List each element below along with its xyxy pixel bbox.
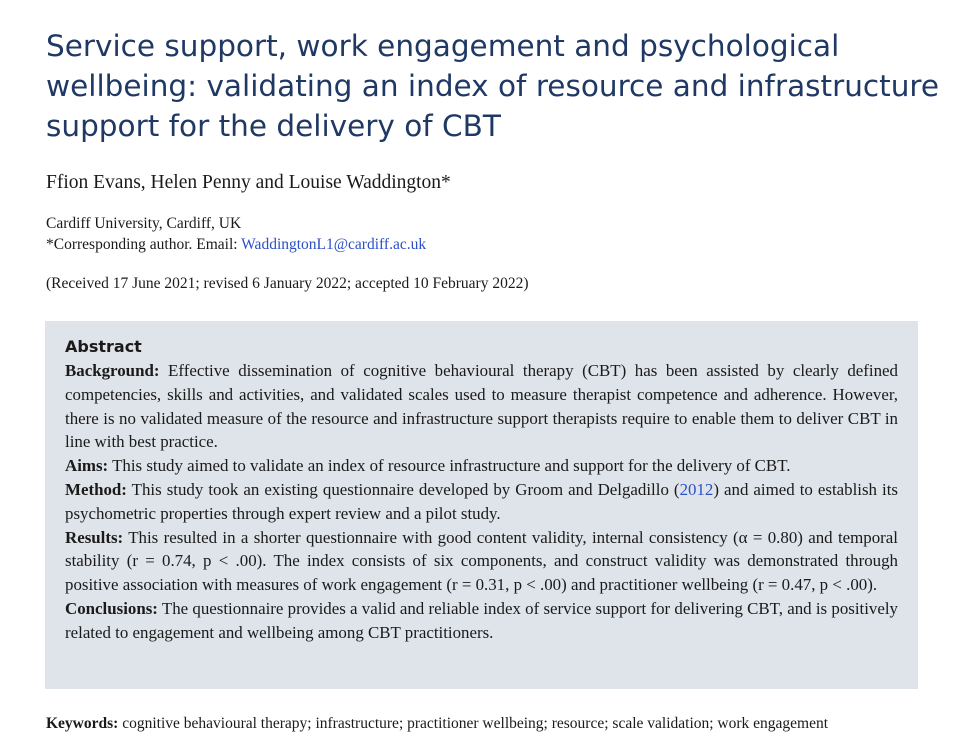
- article-title: Service support, work engagement and psychological wellbeing: validating an index of resource and infrastructure support for the delivery of CBT: [46, 29, 940, 143]
- keywords-text: cognitive behavioural therapy; infrastructure; practitioner wellbeing; resource; scale validation; work engagement: [118, 715, 829, 732]
- abstract-heading: Abstract: [65, 337, 142, 356]
- background-text: Effective dissemination of cognitive behavioural therapy (CBT) has been assisted by clearly defined competencies, skills and activities, and validated scales used to measure therapist competence and adherence. However, there is no validated measure of the resource and infrastructure support therapists require to enable them to deliver CBT in line with best practice.: [65, 361, 898, 452]
- aims-label: Aims:: [65, 456, 109, 476]
- conclusions-text: The questionnaire provides a valid and reliable index of service support for delivering CBT, and is positively related to engagement and wellbeing among CBT practitioners.: [65, 598, 898, 642]
- submission-dates: (Received 17 June 2021; revised 6 January 2022; accepted 10 February 2022): [46, 275, 529, 292]
- corresponding-author: [46, 234, 426, 255]
- author-list: Ffion Evans, Helen Penny and Louise Waddington*: [46, 172, 451, 193]
- method-text: This study took an existing questionnaire developed by Groom and Delgadillo (: [126, 479, 680, 499]
- aims-text: This study aimed to validate an index of resource infrastructure and support for the delivery of CBT.: [108, 456, 791, 476]
- citation-link-2012[interactable]: 2012: [679, 479, 714, 499]
- author-email-link[interactable]: WaddingtonL1@cardiff.ac.uk: [241, 236, 427, 253]
- abstract-results: [65, 526, 898, 597]
- background-label: Background:: [65, 361, 160, 380]
- method-label: Method:: [65, 479, 127, 499]
- results-text: This resulted in a shorter questionnaire with good content validity, internal consistency (α = 0.80) and temporal stability (r = 0.74, p < .00). The index consists of six components, and construct validity was demonstrated through positive association with measures of work engagement (r = 0.31, p < .00) and practitioner wellbeing (r = 0.47, p < .00).: [65, 527, 898, 595]
- results-label: Results:: [65, 527, 124, 547]
- abstract-box: [45, 321, 918, 689]
- keywords: [46, 713, 828, 734]
- abstract-background: [65, 359, 898, 454]
- affiliation: Cardiff University, Cardiff, UK: [46, 215, 242, 232]
- corresponding-label: *Corresponding author. Email:: [46, 236, 242, 253]
- method-text-end: ) and aimed to establish its psychometric properties through expert review and a pilot study.: [65, 479, 898, 523]
- abstract-conclusions: [65, 597, 898, 645]
- keywords-label: Keywords:: [46, 715, 119, 732]
- conclusions-label: Conclusions:: [65, 598, 158, 618]
- abstract-aims: [65, 454, 898, 478]
- abstract-method: [65, 478, 898, 526]
